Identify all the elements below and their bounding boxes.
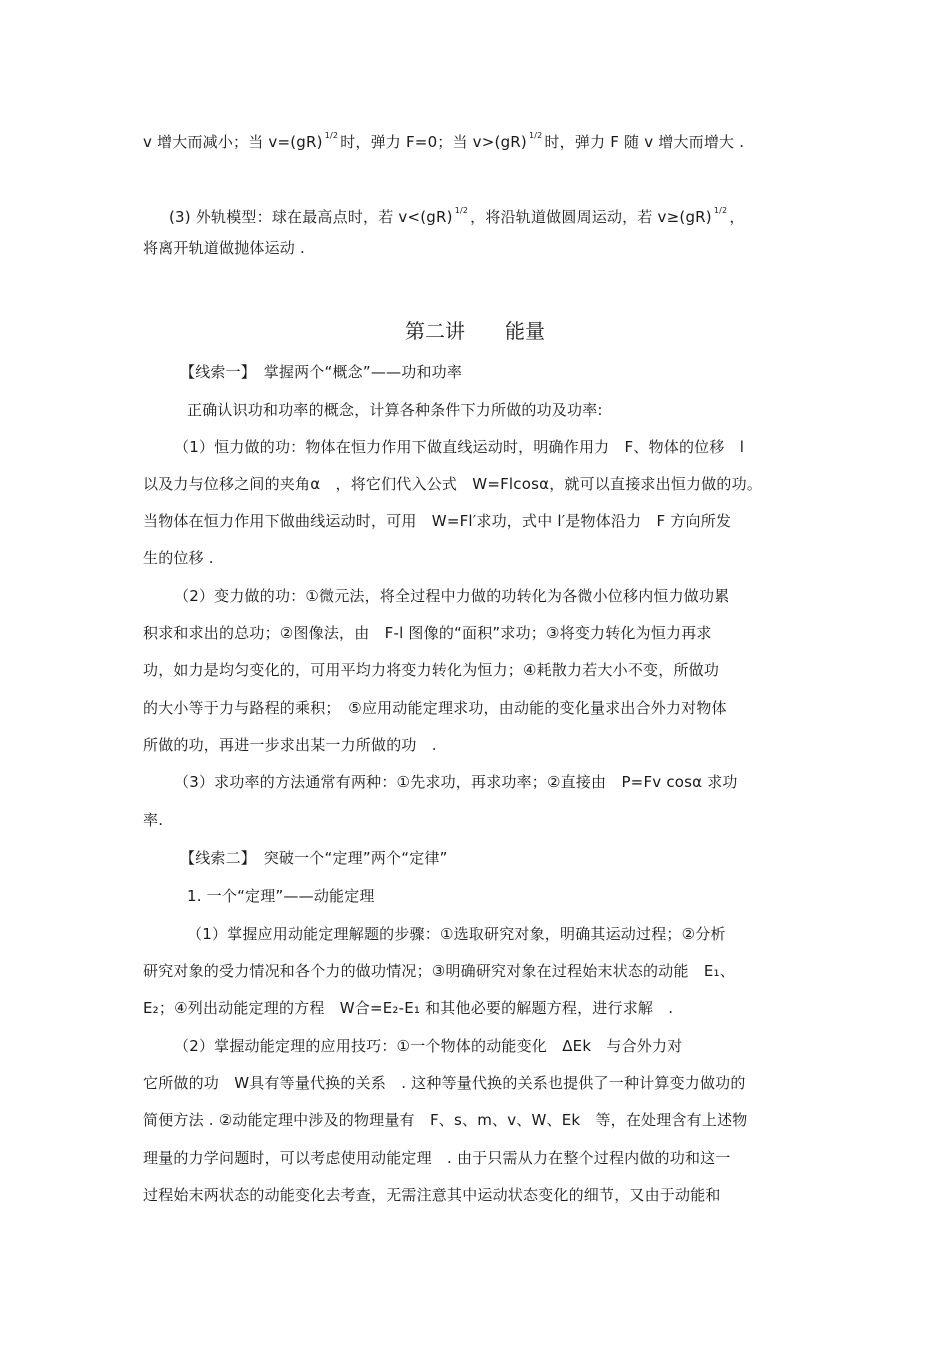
text-line: 所做的功，再进一步求出某一力所做的功 .	[143, 736, 437, 754]
text-segment: ，将沿轨道做圆周运动，若 v≥(gR)	[470, 208, 712, 226]
superscript: 1/2	[324, 131, 339, 140]
subheading: 1. 一个“定理”——动能定理	[187, 887, 375, 905]
text-line: （1）掌握应用动能定理解题的步骤：①选取研究对象，明确其运动过程；②分析	[187, 925, 726, 943]
text-line: （2）变力做的功：①微元法，将全过程中力做的功转化为各微小位移内恒力做功累	[174, 587, 730, 605]
text-line: 简便方法 . ②动能定理中涉及的物理量有 F、s、m、v、W、Ek 等，在处理含有上述物	[143, 1111, 748, 1129]
text-segment: ，	[729, 208, 745, 226]
text-line: （2）掌握动能定理的应用技巧：①一个物体的动能变化 ΔEk 与合外力对	[174, 1037, 683, 1055]
text-line: 过程始末两状态的动能变化去考查，无需注意其中运动状态变化的细节，又由于动能和	[143, 1186, 721, 1204]
superscript: 1/2	[528, 131, 543, 140]
text-line: 以及力与位移之间的夹角α ，将它们代入公式 W=Flcosα，就可以直接求出恒力做的功。	[143, 475, 763, 493]
clue-heading: 【线索二】 突破一个“定理”两个“定律”	[180, 849, 448, 867]
text-line: 理量的力学问题时，可以考虑使用动能定理 . 由于只需从力在整个过程内做的功和这一	[143, 1149, 731, 1167]
text-line: 生的位移 .	[143, 549, 214, 567]
text-line: 积求和求出的总功；②图像法，由 F-l 图像的“面积”求功；③将变力转化为恒力再求	[143, 624, 712, 642]
text-segment: v 增大而减小；当 v=(gR)	[143, 133, 323, 151]
superscript: 1/2	[454, 206, 469, 215]
text-line: （3）求功率的方法通常有两种：①先求功，再求功率；②直接由 P=Fv cosα 求功	[174, 773, 738, 791]
text-line: 将离开轨道做抛体运动 .	[143, 239, 305, 257]
text-line	[143, 126, 744, 152]
superscript: 1/2	[713, 206, 728, 215]
text-segment: 时，弹力 F 随 v 增大而增大 .	[544, 133, 745, 151]
text-line: 它所做的功 W具有等量代换的关系 . 这种等量代换的关系也提供了一种计算变力做功的	[143, 1074, 746, 1092]
clue-heading: 【线索一】 掌握两个“概念”——功和功率	[180, 363, 463, 381]
text-segment: 时，弹力 F=0；当 v>(gR)	[340, 133, 527, 151]
text-segment: (3) 外轨模型：球在最高点时，若 v<(gR)	[169, 208, 453, 226]
section-title: 第二讲 能量	[405, 319, 545, 343]
text-line: （1）恒力做的功：物体在恒力作用下做直线运动时，明确作用力 F、物体的位移 l	[174, 438, 745, 456]
text-line: 正确认识功和功率的概念，计算各种条件下力所做的功及功率:	[187, 401, 603, 419]
text-line: 的大小等于力与路程的乘积； ⑤应用动能定理求功，由动能的变化量求出合外力对物体	[143, 699, 727, 717]
text-line	[169, 201, 745, 227]
text-line: 研究对象的受力情况和各个力的做功情况；③明确研究对象在过程始末状态的动能 E₁、	[143, 962, 735, 980]
text-line: E₂；④列出动能定理的方程 W合=E₂-E₁ 和其他必要的解题方程，进行求解 .	[143, 999, 674, 1017]
text-line: 当物体在恒力作用下做曲线运动时，可用 W=Fl′求功，式中 l′是物体沿力 F 方向所发	[143, 512, 732, 530]
text-line: 功，如力是均匀变化的，可用平均力将变力转化为恒力；④耗散力若大小不变，所做功	[143, 661, 720, 679]
text-line: 率.	[143, 811, 164, 829]
